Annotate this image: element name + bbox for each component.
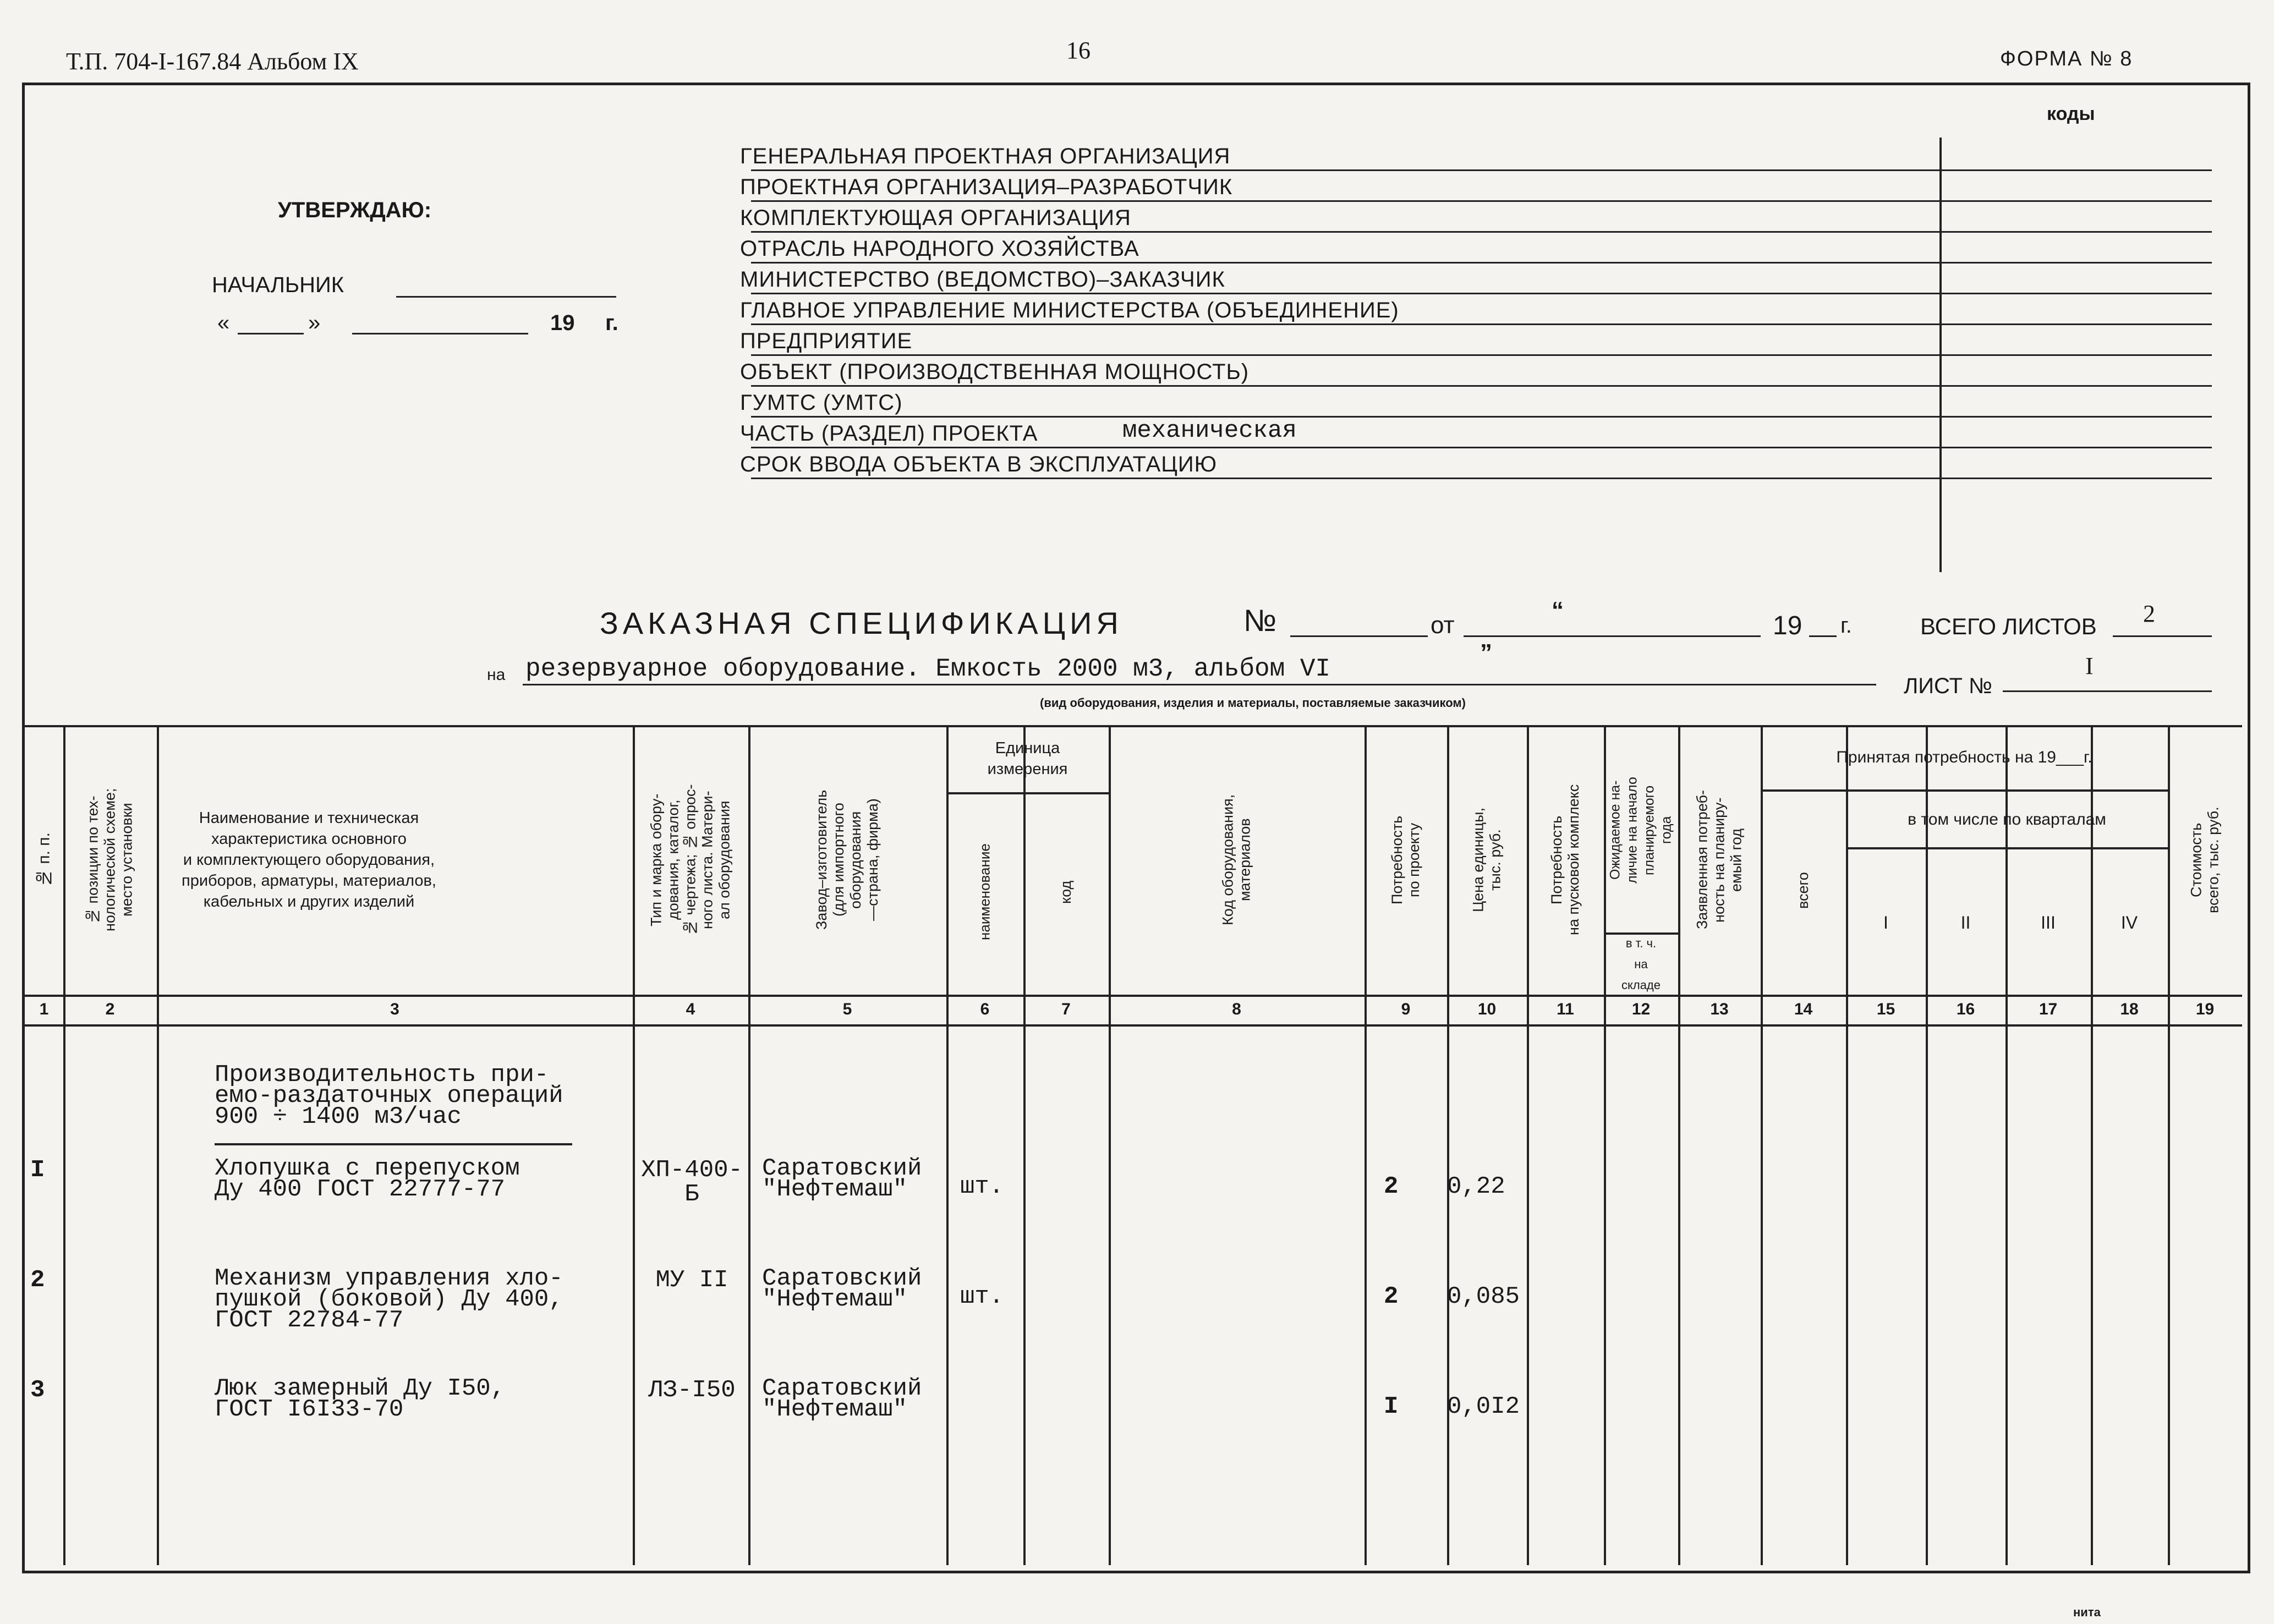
row-price: 0,22 [1447,1173,1505,1200]
header-unit-group: Единица измерения [987,739,1068,778]
column-number: 4 [686,1000,695,1018]
row-manufacturer: Саратовский "Нефтемаш" [762,1375,922,1423]
spec-subject-caption: (вид оборудования, изделия и материалы, поставляемые заказчиком) [1040,696,1466,710]
header-q1: I [1883,912,1888,932]
spec-quote-close: ” [1480,639,1492,666]
footer-note: нита [2073,1605,2101,1619]
header-manufacturer: Завод–изготовитель (для импортного оборудования —страна, фирма) [813,789,881,930]
codes-label: коды [2047,103,2095,124]
header-need-project: Потребность по проекту [1389,815,1422,904]
date-close-quote: » [308,311,321,335]
spec-year-suffix: г. [1840,613,1852,638]
field-line [751,169,2212,171]
spec-no-label: № [1243,603,1277,638]
field-label: МИНИСТЕРСТВО (ВЕДОМСТВО)–ЗАКАЗЧИК [740,267,1225,292]
field-label: ПРОЕКТНАЯ ОРГАНИЗАЦИЯ–РАЗРАБОТЧИК [740,175,1233,199]
field-value: механическая [1122,417,1297,445]
field-line [751,323,2212,325]
chief-signature-line [396,296,616,298]
spec-year-label: 19 [1773,611,1802,640]
column-number: 11 [1557,1000,1574,1018]
row-type: МУ II [655,1266,728,1294]
row-manufacturer: Саратовский "Нефтемаш" [762,1265,922,1313]
header-position: № позиции по тех- нологической схеме; место установки [84,788,135,932]
album-reference: Т.П. 704-I-167.84 Альбом IX [66,48,359,75]
spec-sheets-total-label: ВСЕГО ЛИСТОВ [1920,613,2097,639]
field-line [751,416,2212,418]
row-type: ХП-400- Б [641,1156,743,1208]
spec-subject-line [523,684,1876,685]
unit-group-divider [946,792,1109,794]
spec-subject: резервуарное оборудование. Емкость 2000 м3, альбом VI [525,655,1331,683]
quarters-divider [1846,847,2168,849]
row-qty: I [1384,1393,1399,1420]
form-label: ФОРМА № 8 [2000,47,2133,70]
field-label: ОБЪЕКТ (ПРОИЗВОДСТВЕННАЯ МОЩНОСТЬ) [740,360,1250,384]
date-open-quote: « [217,311,230,335]
spec-on-prefix: на [487,666,506,684]
accepted-group-divider [1761,789,2168,792]
header-type: Тип и марка обору- дования, каталог, № чертежа; № опрос- ного листа. Матери- ал оборудования [648,784,733,936]
column-number: 3 [390,1000,399,1018]
field-label: ЧАСТЬ (РАЗДЕЛ) ПРОЕКТА [740,421,1038,446]
field-line [751,385,2212,387]
spec-from-label: от [1431,612,1455,639]
column-number: 15 [1876,1000,1895,1018]
column-number: 10 [1477,1000,1497,1018]
column-divider [157,725,159,1565]
page-number: 16 [1066,37,1091,64]
row-name: Хлопушка с перепуском Ду 400 ГОСТ 22777-77 [215,1155,520,1203]
spec-sheet-no-line [2003,690,2212,692]
column-number: 19 [2195,1000,2215,1018]
row-price: 0,0I2 [1447,1393,1520,1420]
column-number: 9 [1401,1000,1411,1018]
header-declared-need: Заявленная потреб- ность на планиру- емый год [1694,790,1745,930]
spec-sheets-total: 2 [2143,600,2155,627]
header-q3: III [2041,912,2056,932]
field-label: ГУМТС (УМТС) [740,391,903,415]
chief-label: НАЧАЛЬНИК [212,273,344,297]
header-item-no: № п. п. [35,832,53,887]
field-line [751,447,2212,448]
field-line [751,262,2212,264]
header-name: Наименование и техническая характеристика основного и комплектующего оборудования, приборов, арматуры, материалов, кабельных и других изделий [182,809,436,910]
field-label: ГЕНЕРАЛЬНАЯ ПРОЕКТНАЯ ОРГАНИЗАЦИЯ [740,144,1231,168]
header-equipment-code: Код оборудования, материалов [1219,794,1253,926]
row-type: ЛЗ-I50 [648,1376,736,1404]
spec-date-line [1464,635,1761,637]
header-in-stock: в т. ч. на складе [1621,936,1661,992]
field-line [751,231,2212,233]
column-numbers-bottom-border [25,1024,2242,1027]
column-number: 6 [980,1000,990,1018]
column-number: 8 [1232,1000,1241,1018]
column-number: 13 [1710,1000,1729,1018]
spec-quote-open: “ [1552,597,1564,624]
header-q4: IV [2120,912,2138,932]
spec-title: ЗАКАЗНАЯ СПЕЦИФИКАЦИЯ [600,606,1123,640]
column-number: 12 [1631,1000,1651,1018]
date-day-line [238,333,304,334]
spec-no-line [1290,635,1428,637]
approve-label: УТВЕРЖДАЮ: [278,198,432,222]
column-number: 7 [1061,1000,1071,1018]
header-accepted-need: Принятая потребность на 19___г. [1836,748,2092,766]
field-label: СРОК ВВОДА ОБЪЕКТА В ЭКСПЛУАТАЦИЮ [740,452,1218,476]
column-number: 14 [1794,1000,1813,1018]
header-q2: II [1960,912,1971,932]
row-qty: 2 [1384,1173,1399,1200]
title-underline [215,1143,572,1145]
row-unit: шт. [960,1283,1004,1310]
date-year-suffix: г. [605,311,618,335]
field-label: КОМПЛЕКТУЮЩАЯ ОРГАНИЗАЦИЯ [740,206,1131,230]
field-line [751,354,2212,356]
date-year-prefix: 19 [550,311,575,335]
column-number: 18 [2120,1000,2139,1018]
header-unit-code: код [1057,880,1074,904]
row-price: 0,085 [1447,1283,1520,1310]
spec-sheets-total-line [2113,635,2212,637]
header-launch-need: Потребность на пусковой комплекс [1548,784,1582,936]
row-qty: 2 [1384,1283,1399,1310]
field-line [751,200,2212,202]
date-month-line [352,333,528,334]
row-name: Механизм управления хло- пушкой (боковой) Ду 400, ГОСТ 22784-77 [215,1265,563,1334]
column-number: 16 [1956,1000,1975,1018]
field-line [751,293,2212,294]
row-manufacturer: Саратовский "Нефтемаш" [762,1155,922,1203]
column-number: 1 [39,1000,49,1018]
spec-year-line [1809,635,1837,637]
row-unit: шт. [960,1173,1004,1200]
column-number: 5 [842,1000,852,1018]
header-unit-name: наименование [976,843,993,941]
header-unit-price: Цена единицы, тыс. руб. [1470,807,1504,913]
header-expected-stock: Ожидаемое на- личие на начало планируемого года [1607,777,1674,884]
field-line [751,478,2212,479]
header-quarters: в том числе по кварталам [1908,810,2106,829]
column-number: 2 [105,1000,115,1018]
field-label: ОТРАСЛЬ НАРОДНОГО ХОЗЯЙСТВА [740,237,1139,261]
field-label: ГЛАВНОЕ УПРАВЛЕНИЕ МИНИСТЕРСТВА (ОБЪЕДИНЕНИЕ) [740,298,1399,322]
row-number: 3 [30,1376,45,1404]
spec-sheet-no-label: ЛИСТ № [1904,674,1993,698]
row-name: Производительность при- емо-раздаточных операций 900 ÷ 1400 м3/час [215,1061,563,1131]
spec-sheet-no: I [2085,652,2094,679]
header-cost: Стоимость всего, тыс. руб. [2188,806,2222,913]
column-number: 17 [2039,1000,2058,1018]
row-name: Люк замерный Ду I50, ГОСТ I6I33-70 [215,1375,506,1423]
header-total: всего [1795,872,1811,909]
field-label: ПРЕДПРИЯТИЕ [740,329,913,353]
header-bottom-border [25,995,2242,997]
row-number: I [30,1156,45,1184]
row-number: 2 [30,1266,45,1294]
